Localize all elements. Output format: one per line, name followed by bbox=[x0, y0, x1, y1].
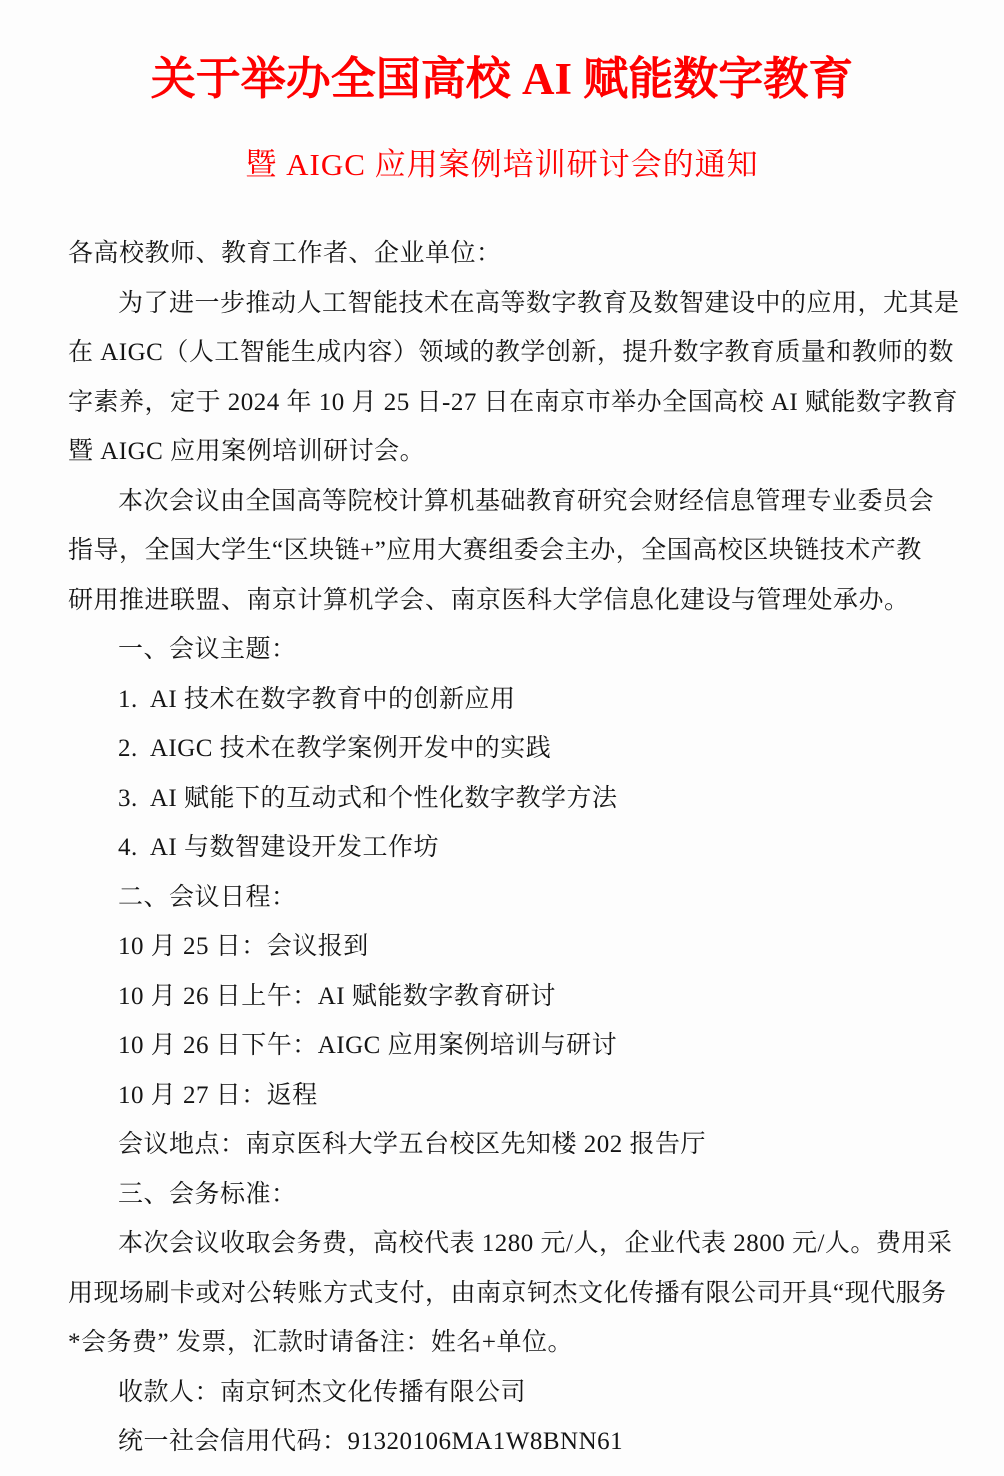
intro-paragraph-line: 在 AIGC（人工智能生成内容）领域的教学创新，提升数字教育质量和教师的数 bbox=[68, 339, 954, 367]
topic-item: 4. AI 与数智建设开发工作坊 bbox=[118, 834, 440, 862]
schedule-item: 10 月 27 日：返程 bbox=[118, 1081, 318, 1109]
schedule-item: 10 月 26 日上午：AI 赋能数字教育研讨 bbox=[118, 982, 556, 1010]
organizers-paragraph-line: 本次会议由全国高等院校计算机基础教育研究会财经信息管理专业委员会 bbox=[118, 487, 935, 515]
document-body bbox=[68, 229, 960, 1467]
intro-paragraph-line: 字素养，定于 2024 年 10 月 25 日-27 日在南京市举办全国高校 AI 赋能数字教育 bbox=[68, 388, 958, 416]
intro-paragraph-line: 为了进一步推动人工智能技术在高等数字教育及数智建设中的应用，尤其是 bbox=[118, 289, 960, 317]
fee-paragraph-line: *会务费” 发票，汇款时请备注：姓名+单位。 bbox=[68, 1329, 573, 1357]
schedule-item: 10 月 25 日：会议报到 bbox=[118, 933, 369, 961]
document-subtitle: 暨 AIGC 应用案例培训研讨会的通知 bbox=[245, 147, 759, 182]
section-1-heading: 一、会议主题： bbox=[118, 636, 297, 664]
document-title: 关于举办全国高校 AI 赋能数字教育 bbox=[150, 54, 854, 104]
payee-line: 收款人：南京钶杰文化传播有限公司 bbox=[118, 1378, 527, 1406]
section-3-heading: 三、会务标准： bbox=[118, 1180, 297, 1208]
fee-paragraph-line: 用现场刷卡或对公转账方式支付，由南京钶杰文化传播有限公司开具“现代服务 bbox=[68, 1279, 947, 1307]
organizers-paragraph-line: 指导，全国大学生“区块链+”应用大赛组委会主办，全国高校区块链技术产教 bbox=[68, 537, 922, 565]
credit-code-line: 统一社会信用代码：91320106MA1W8BNN61 bbox=[118, 1428, 624, 1456]
fee-paragraph-line: 本次会议收取会务费，高校代表 1280 元/人，企业代表 2800 元/人。费用采 bbox=[118, 1230, 953, 1258]
section-2-heading: 二、会议日程： bbox=[118, 883, 297, 911]
intro-paragraph-line: 暨 AIGC 应用案例培训研讨会。 bbox=[68, 438, 426, 466]
schedule-item: 10 月 26 日下午：AIGC 应用案例培训与研讨 bbox=[118, 1032, 618, 1060]
salutation-line: 各高校教师、教育工作者、企业单位： bbox=[68, 240, 502, 268]
topic-item: 1. AI 技术在数字教育中的创新应用 bbox=[118, 685, 516, 713]
organizers-paragraph-line: 研用推进联盟、南京计算机学会、南京医科大学信息化建设与管理处承办。 bbox=[68, 586, 910, 614]
venue-line: 会议地点：南京医科大学五台校区先知楼 202 报告厅 bbox=[118, 1131, 707, 1159]
topic-item: 2. AIGC 技术在教学案例开发中的实践 bbox=[118, 735, 552, 763]
topic-item: 3. AI 赋能下的互动式和个性化数字教学方法 bbox=[118, 784, 618, 812]
